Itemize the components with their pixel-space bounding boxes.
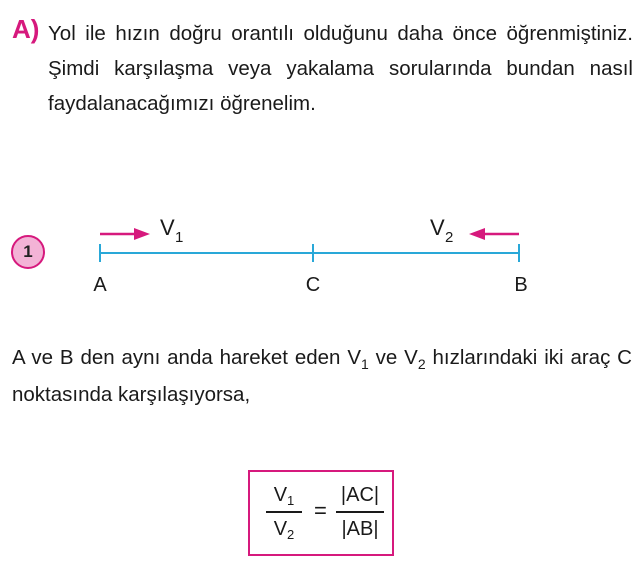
distance-ratio — [336, 482, 384, 542]
velocity2-sub: 2 — [445, 229, 454, 246]
question-sub1: 1 — [361, 356, 369, 372]
fraction-bar — [266, 511, 302, 513]
section-label: A) — [12, 14, 40, 44]
question-part3: hızlarındaki iki araç C noktasında karşılaşıyorsa, — [12, 346, 632, 406]
point-c-label: C — [305, 274, 321, 296]
velocity1-sub: 1 — [175, 229, 184, 246]
motion-diagram — [0, 200, 641, 300]
intro-paragraph: Yol ile hızın doğru orantılı olduğunu daha önce öğrenmiştiniz. Şimdi karşılaşma veya yakalama sorularında bundan nasıl faydalanacağımızı öğrenelim. — [48, 22, 633, 115]
point-a-label: A — [93, 274, 107, 296]
velocity-ratio — [266, 482, 302, 542]
ratio-numerator: $V_1$ — [273, 484, 295, 508]
ratio-denominator: $V_2$ — [273, 517, 295, 542]
question-part1: A ve B den aynı anda hareket eden V — [12, 346, 361, 369]
equals-sign: = — [314, 498, 327, 523]
velocity1-symbol: V — [160, 215, 175, 240]
example-number: 1 — [23, 242, 33, 261]
arrow-right-icon — [100, 228, 150, 240]
point-b-label: B — [514, 274, 528, 296]
question-sub2: 2 — [417, 356, 426, 372]
distance-denominator: |AB| — [341, 517, 379, 540]
question-part2: ve V — [368, 346, 418, 369]
arrow-left-icon — [469, 228, 519, 240]
distance-numerator: |AC| — [340, 484, 380, 506]
fraction-bar — [336, 511, 384, 513]
formula-box — [248, 470, 394, 556]
question-text — [12, 339, 632, 413]
velocity2-symbol: V — [430, 215, 445, 240]
